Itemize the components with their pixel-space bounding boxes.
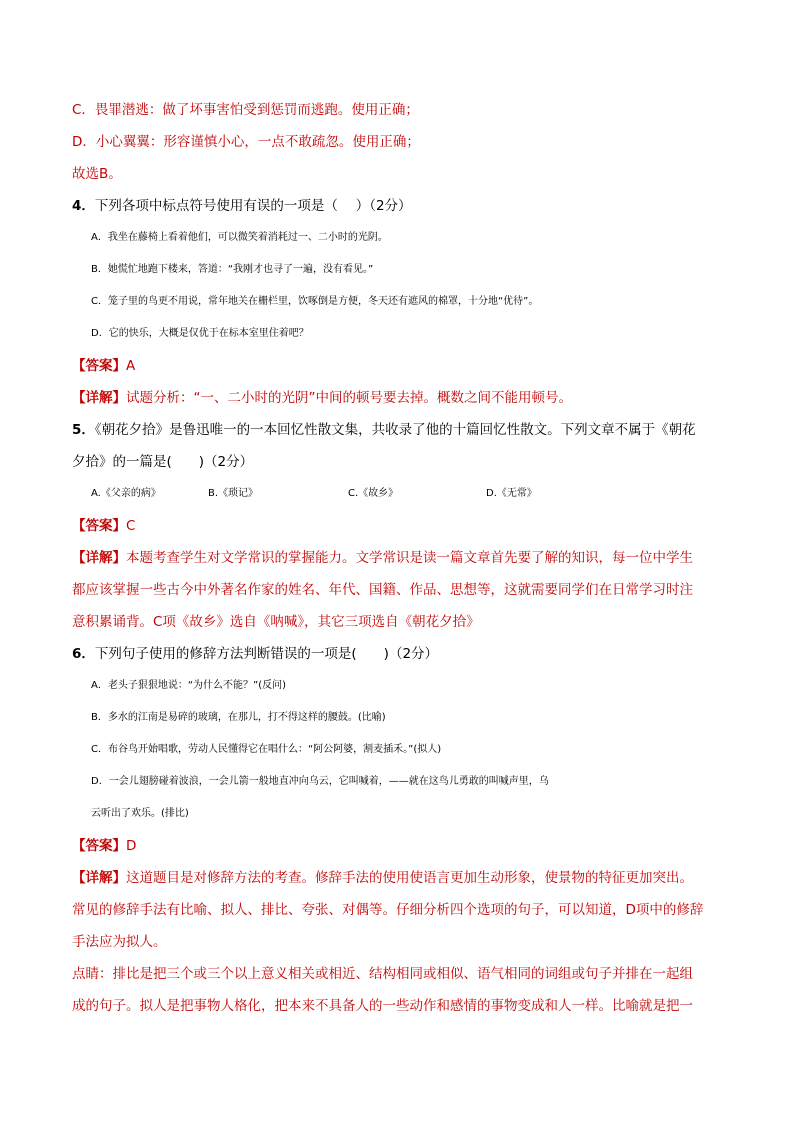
question-stem-text: 《朝花夕拾》是鲁迅唯一的一本回忆性散文集，共收录了他的十篇回忆性散文。下列文章不属于《朝花 <box>94 422 696 438</box>
q3-option-c-explanation: C．畏罪潜逃：做了坏事害怕受到惩罚而逃跑。使用正确； <box>72 102 419 118</box>
q5-answer <box>72 516 732 536</box>
q6-option-d-line1: D．一会儿翅膀碰着波浪，一会儿箭一般地直冲向乌云，它叫喊着，——就在这鸟儿勇敢的叫喊声里，乌 <box>91 776 549 787</box>
detail-tag: 【详解】 <box>72 390 126 406</box>
q5-option-d: D.《无常》 <box>486 488 537 499</box>
question-number: 5． <box>72 422 95 438</box>
question-stem-text: 下列句子使用的修辞方法判断错误的一项是( )（2分） <box>94 646 439 662</box>
detail-tag: 【详解】 <box>72 550 126 566</box>
q5-detail-line1 <box>72 548 732 568</box>
answer-tag: 【答案】 <box>72 358 126 374</box>
q6-answer <box>72 836 732 856</box>
q4-detail <box>72 388 732 408</box>
detail-tag: 【详解】 <box>72 870 126 886</box>
q4-option-c: C．笼子里的鸟更不用说，常年地关在栅栏里，饮啄倒是方便，冬天还有遮风的棉罩，十分地“优待”。 <box>91 296 539 307</box>
q4-option-d: D．它的快乐，大概是仅优于在标本室里住着吧？ <box>91 328 309 339</box>
q4-answer <box>72 356 732 376</box>
q6-option-d-line2: 云听出了欢乐。(排比) <box>91 808 189 819</box>
question-6-stem <box>72 644 732 664</box>
q6-option-b: B．多水的江南是易碎的玻璃，在那儿，打不得这样的腰鼓。(比喻) <box>91 712 386 723</box>
q4-option-a: A．我坐在藤椅上看着他们，可以微笑着消耗过一、二小时的光阴。 <box>91 232 388 243</box>
question-5-stem-line2: 夕拾》的一篇是( )（2分） <box>72 454 254 470</box>
answer-value: C <box>126 518 136 534</box>
question-number: 6． <box>72 646 95 662</box>
q5-option-c: C.《故乡》 <box>348 488 399 499</box>
q5-option-a: A.《父亲的病》 <box>91 488 161 499</box>
answer-tag: 【答案】 <box>72 838 126 854</box>
conclusion-prefix: 故选 <box>72 166 99 182</box>
q4-option-b: B．她慌忙地跑下楼来，答道：“我刚才也寻了一遍，没有看见。” <box>91 264 374 275</box>
q6-detail-line1 <box>72 868 732 888</box>
q5-detail-line2: 都应该掌握一些古今中外著名作家的姓名、年代、国籍、作品、思想等，这就需要同学们在日常学习时注 <box>72 582 693 598</box>
conclusion-answer: B <box>99 166 109 182</box>
detail-text: 这道题目是对修辞方法的考查。修辞手法的使用使语言更加生动形象，使景物的特征更加突出。 <box>126 870 693 886</box>
q6-option-c: C．布谷鸟开始唱歌，劳动人民懂得它在唱什么：“阿公阿婆，割麦插禾。”(拟人) <box>91 744 442 755</box>
question-4-stem <box>72 196 732 216</box>
question-stem-text: 下列各项中标点符号使用有误的一项是（ ）（2分） <box>94 198 412 214</box>
question-5-stem-line1 <box>72 420 732 440</box>
q5-detail-line3: 意积累诵背。C项《故乡》选自《呐喊》，其它三项选自《朝花夕拾》 <box>72 614 480 630</box>
q3-conclusion <box>72 164 732 184</box>
answer-value: A <box>126 358 136 374</box>
q6-detail-line2: 常见的修辞手法有比喻、拟人、排比、夸张、对偶等。仔细分析四个选项的句子，可以知道，D项中的修辞 <box>72 902 704 918</box>
question-number: 4． <box>72 198 95 214</box>
q5-option-b: B.《琐记》 <box>208 488 259 499</box>
conclusion-suffix: 。 <box>108 166 122 182</box>
answer-tag: 【答案】 <box>72 518 126 534</box>
answer-value: D <box>126 838 137 854</box>
q6-note-line2: 成的句子。拟人是把事物人格化，把本来不具备人的一些动作和感情的事物变成和人一样。比喻就是把一 <box>72 998 693 1014</box>
q6-note-line1: 点睛：排比是把三个或三个以上意义相关或相近、结构相同或相似、语气相同的词组或句子并排在一起组 <box>72 966 693 982</box>
q3-option-d-explanation: D．小心翼翼：形容谨慎小心，一点不敢疏忽。使用正确； <box>72 134 420 150</box>
detail-text: 试题分析：“一、二小时的光阴”中间的顿号要去掉。概数之间不能用顿号。 <box>126 390 572 406</box>
q6-detail-line3: 手法应为拟人。 <box>72 934 167 950</box>
detail-text: 本题考查学生对文学常识的掌握能力。文学常识是读一篇文章首先要了解的知识，每一位中学生 <box>126 550 693 566</box>
q6-option-a: A．老头子狠狠地说：“为什么不能？”(反问) <box>91 680 287 691</box>
